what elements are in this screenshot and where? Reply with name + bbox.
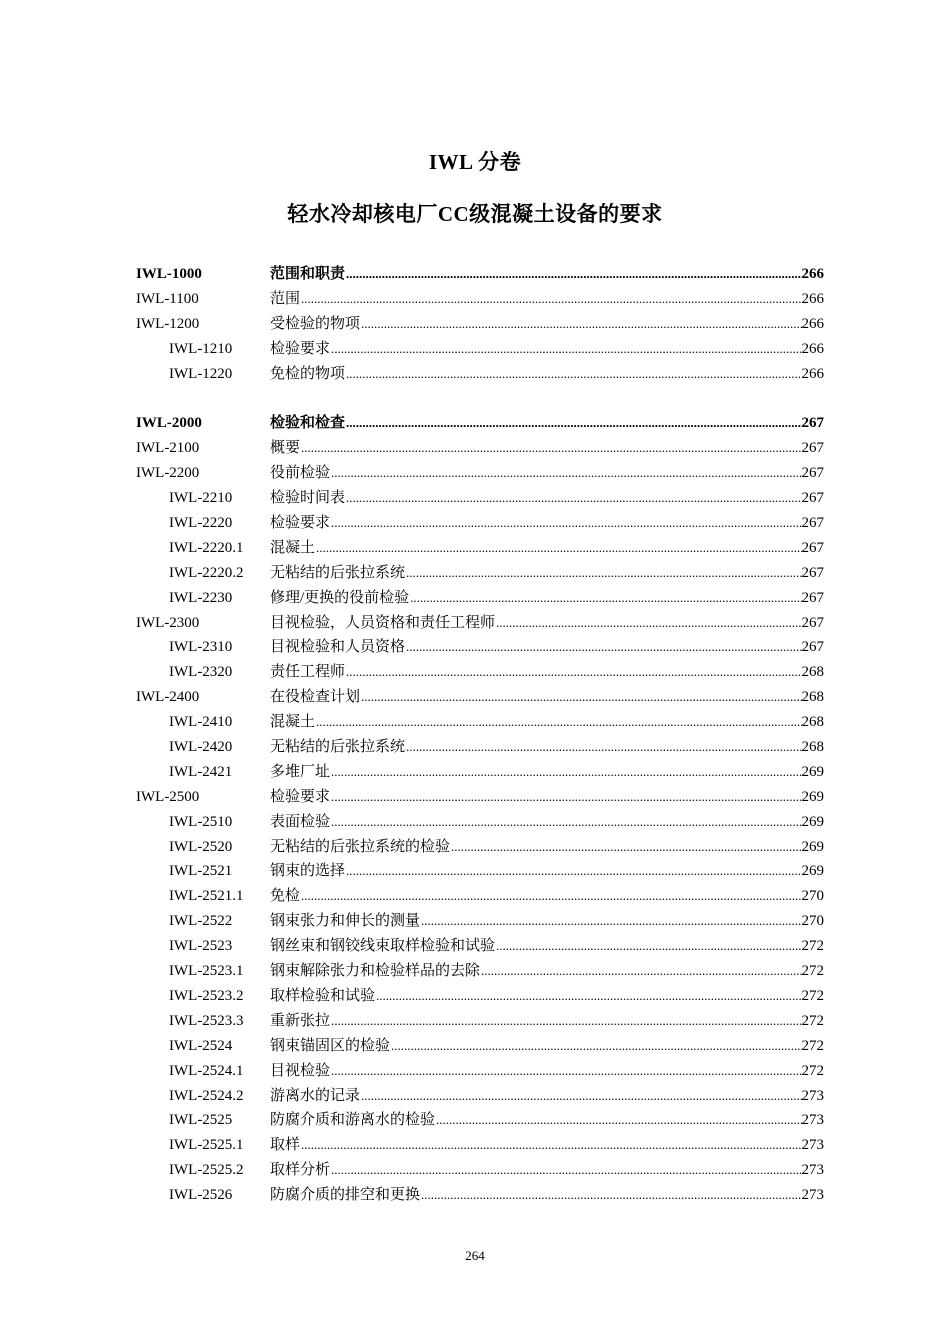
toc-entry-code: IWL-2524 [169,1037,233,1054]
toc-dot-leader [346,362,801,387]
toc-entry-page: 266 [801,315,824,332]
toc-entry-title: 取样 [270,1137,301,1154]
toc-entry-page: 268 [801,664,824,681]
toc-dot-leader [301,1133,801,1158]
toc-dot-leader [406,735,801,760]
toc-entry-title: 钢束的选择 [270,863,346,880]
toc-entry[interactable] [136,810,824,835]
toc-entry[interactable] [136,735,824,760]
toc-dot-leader [331,810,801,835]
toc-dot-leader [331,1059,801,1084]
toc-dot-leader [361,1084,801,1109]
toc-entry[interactable] [136,1084,824,1109]
toc-entry-code: IWL-2523 [169,938,233,955]
toc-entry-page: 273 [801,1112,824,1129]
toc-entry-code: IWL-1000 [136,266,202,282]
toc-entry-page: 269 [801,838,824,855]
page-number: 264 [465,1248,485,1263]
toc-entry-title: 钢束张力和伸长的测量 [270,913,421,930]
toc-dot-leader [316,710,801,735]
document-subtitle: 轻水冷却核电厂CC级混凝土设备的要求 [287,202,663,226]
toc-entry-page: 269 [801,863,824,880]
toc-entry-page: 266 [801,266,824,282]
toc-entry-code: IWL-1200 [136,315,200,332]
toc-dot-leader [331,1009,801,1034]
toc-entry-code: IWL-2525 [169,1112,233,1129]
toc-entry-title: 混凝土 [270,539,316,556]
toc-entry-code: IWL-2520 [169,838,233,855]
toc-entry-code: IWL-2420 [169,739,233,756]
toc-dot-leader [451,835,801,860]
toc-entry-code: IWL-2524.1 [169,1062,244,1079]
toc-dot-leader [331,337,801,362]
toc-dot-leader [346,660,801,685]
toc-entry[interactable] [136,685,824,710]
toc-entry-code: IWL-2310 [169,639,233,656]
toc-dot-leader [361,685,801,710]
toc-dot-leader [346,262,801,287]
toc-entry-page: 272 [801,963,824,980]
toc-entry[interactable] [136,1158,824,1183]
toc-entry-title: 取样分析 [270,1162,331,1179]
toc-entry[interactable] [136,760,824,785]
toc-dot-leader [410,586,801,611]
toc-entry-page: 273 [801,1137,824,1154]
toc-entry-page: 267 [801,440,824,457]
toc-entry[interactable] [136,909,824,934]
toc-entry-page: 266 [801,365,824,382]
toc-dot-leader [481,959,801,984]
part-title: IWL 分卷 [428,150,522,174]
toc-entry-title: 受检验的物项 [270,315,361,332]
toc-entry[interactable] [136,959,824,984]
toc-dot-leader [316,536,801,561]
toc-dot-leader [496,611,801,636]
toc-entry[interactable] [136,1059,824,1084]
toc-dot-leader [331,1158,801,1183]
toc-entry-page: 269 [801,813,824,830]
toc-entry-page: 272 [801,1012,824,1029]
toc-entry-title: 钢束锚固区的检验 [270,1037,391,1054]
toc-entry-code: IWL-2523.1 [169,963,244,980]
toc-entry[interactable] [136,884,824,909]
toc-entry[interactable] [136,536,824,561]
toc-entry[interactable] [136,262,824,287]
toc-entry-page: 267 [801,465,824,482]
toc-entry-title: 概要 [270,440,301,457]
toc-entry-page: 273 [801,1162,824,1179]
toc-entry[interactable] [136,1133,824,1158]
toc-entry-title: 无粘结的后张拉系统 [270,739,406,756]
toc-dot-leader [391,1034,801,1059]
toc-entry[interactable] [136,561,824,586]
toc-entry-title: 检验要求 [270,515,331,532]
toc-entry-title: 目视检验和人员资格 [270,639,406,656]
toc-entry-page: 272 [801,1062,824,1079]
toc-dot-leader [301,436,801,461]
toc-dot-leader [331,461,801,486]
toc-entry[interactable] [136,337,824,362]
toc-dot-leader [346,859,801,884]
toc-entry[interactable] [136,934,824,959]
toc-entry-code: IWL-1220 [169,365,233,382]
toc-entry-code: IWL-1210 [169,340,233,357]
toc-entry-title: 钢丝束和钢铰线束取样检验和试验 [270,938,496,955]
toc-dot-leader [376,984,801,1009]
toc-entry-code: IWL-2521.1 [169,888,244,905]
toc-entry-code: IWL-2100 [136,440,200,457]
toc-dot-leader [331,785,801,810]
toc-entry-title: 检验和检查 [270,415,346,432]
toc-entry[interactable] [136,461,824,486]
toc-entry-title: 表面检验 [270,813,331,830]
toc-entry-code: IWL-2526 [169,1187,233,1204]
toc-entry-page: 268 [801,739,824,756]
toc-entry-page: 272 [801,1037,824,1054]
toc-entry-title: 目视检验，人员资格和责任工程师 [270,614,496,631]
toc-entry-page: 272 [801,938,824,955]
toc-entry-page: 267 [801,415,824,432]
toc-entry[interactable] [136,635,824,660]
toc-dot-leader [421,909,801,934]
toc-entry-page: 267 [801,539,824,556]
toc-entry[interactable] [136,436,824,461]
toc-entry-page: 273 [801,1087,824,1104]
toc-entry-code: IWL-2220.2 [169,564,244,581]
toc-entry-page: 273 [801,1187,824,1204]
toc-entry-page: 270 [801,888,824,905]
toc-entry-code: IWL-2220 [169,515,233,532]
toc-entry-title: 防腐介质和游离水的检验 [270,1112,436,1129]
toc-entry-page: 269 [801,788,824,805]
toc-dot-leader [361,312,801,337]
toc-entry[interactable] [136,586,824,611]
toc-entry[interactable] [136,660,824,685]
toc-entry-title: 混凝土 [270,714,316,731]
toc-entry-code: IWL-1100 [136,290,199,307]
toc-dot-leader [436,1108,801,1133]
toc-entry[interactable] [136,486,824,511]
toc-dot-leader [346,411,801,436]
toc-entry-code: IWL-2421 [169,763,233,780]
toc-entry-title: 修理/更换的役前检验 [270,589,410,606]
toc-entry-code: IWL-2525.1 [169,1137,244,1154]
toc-entry-code: IWL-2521 [169,863,233,880]
toc-entry-title: 免检 [270,888,301,905]
toc-entry-code: IWL-2230 [169,589,233,606]
toc-entry-page: 269 [801,763,824,780]
toc-entry-code: IWL-2320 [169,664,233,681]
toc-dot-leader [346,486,801,511]
toc-dot-leader [421,1183,801,1208]
toc-entry-code: IWL-2200 [136,465,200,482]
toc-entry-title: 重新张拉 [270,1012,331,1029]
toc-entry-title: 检验时间表 [270,490,346,507]
toc-entry[interactable] [136,287,824,312]
toc-entry-page: 267 [801,614,824,631]
toc-dot-leader [331,511,801,536]
toc-entry[interactable] [136,511,824,536]
toc-entry-code: IWL-2523.2 [169,987,244,1004]
toc-entry[interactable] [136,611,824,636]
toc-dot-leader [406,561,801,586]
toc-entry-code: IWL-2000 [136,415,202,432]
toc-entry-code: IWL-2525.2 [169,1162,244,1179]
toc-entry[interactable] [136,1034,824,1059]
toc-entry-title: 钢束解除张力和检验样品的去除 [270,963,481,980]
toc-entry-title: 检验要求 [270,340,331,357]
toc-entry-title: 责任工程师 [270,664,346,681]
toc-entry-code: IWL-2410 [169,714,233,731]
toc-entry[interactable] [136,710,824,735]
toc-entry-page: 267 [801,639,824,656]
toc-dot-leader [406,635,801,660]
toc-entry[interactable] [136,312,824,337]
toc-entry-page: 266 [801,290,824,307]
toc-entry-page: 272 [801,987,824,1004]
toc-entry-title: 取样检验和试验 [270,987,376,1004]
toc-entry-title: 游离水的记录 [270,1087,361,1104]
toc-entry-title: 免检的物项 [270,365,346,382]
toc-entry[interactable] [136,835,824,860]
toc-entry-page: 267 [801,589,824,606]
table-of-contents [136,262,824,1208]
toc-entry-title: 无粘结的后张拉系统的检验 [270,838,451,855]
toc-entry-title: 无粘结的后张拉系统 [270,564,406,581]
toc-entry-page: 266 [801,340,824,357]
toc-entry-page: 267 [801,515,824,532]
toc-dot-leader [301,884,801,909]
toc-entry-code: IWL-2523.3 [169,1012,244,1029]
toc-entry-title: 范围 [270,290,301,307]
toc-entry-title: 役前检验 [270,465,331,482]
toc-entry[interactable] [136,785,824,810]
toc-entry-code: IWL-2210 [169,490,233,507]
toc-entry-code: IWL-2510 [169,813,233,830]
toc-entry-code: IWL-2524.2 [169,1087,244,1104]
toc-entry-title: 在役检查计划 [270,689,361,706]
toc-entry[interactable] [136,411,824,436]
toc-entry[interactable] [136,1009,824,1034]
toc-entry-page: 267 [801,564,824,581]
toc-entry-code: IWL-2522 [169,913,233,930]
toc-entry-code: IWL-2300 [136,614,200,631]
toc-entry-title: 防腐介质的排空和更换 [270,1187,421,1204]
toc-dot-leader [331,760,801,785]
toc-entry-page: 267 [801,490,824,507]
toc-dot-leader [301,287,801,312]
toc-entry-title: 检验要求 [270,788,331,805]
toc-entry[interactable] [136,362,824,387]
toc-entry-title: 目视检验 [270,1062,331,1079]
toc-entry-page: 270 [801,913,824,930]
toc-entry-title: 多堆厂址 [270,763,331,780]
toc-entry[interactable] [136,984,824,1009]
toc-entry-title: 范围和职责 [270,266,346,282]
toc-entry[interactable] [136,1183,824,1208]
toc-entry-code: IWL-2400 [136,689,200,706]
toc-entry-code: IWL-2500 [136,788,200,805]
toc-entry-page: 268 [801,689,824,706]
toc-dot-leader [496,934,801,959]
toc-entry-code: IWL-2220.1 [169,539,244,556]
toc-entry-page: 268 [801,714,824,731]
toc-entry[interactable] [136,1108,824,1133]
toc-entry[interactable] [136,859,824,884]
